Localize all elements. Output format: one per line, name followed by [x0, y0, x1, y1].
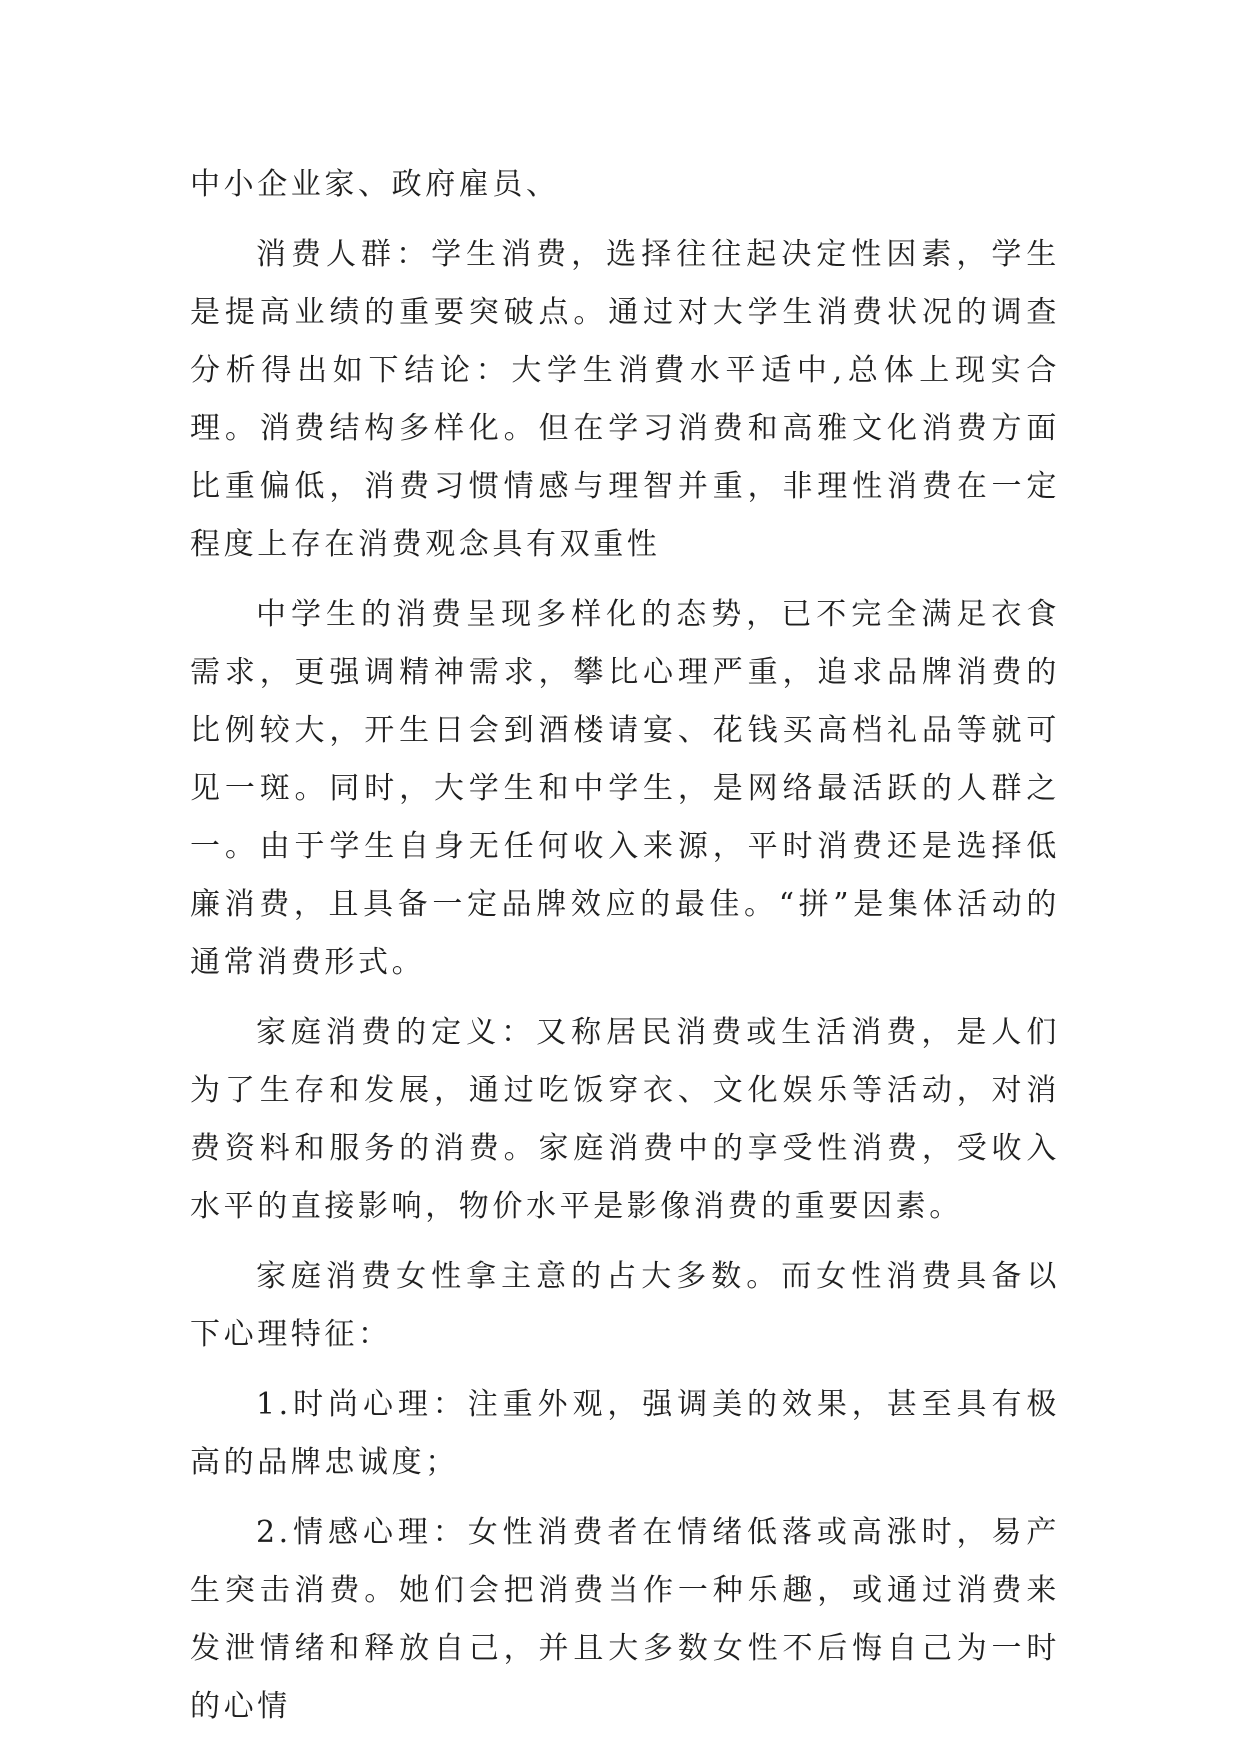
- list-item-emotional-psychology: 2.情感心理：女性消费者在情绪低落或高涨时，易产生突击消费。她们会把消费当作一种乐趣，或通过消费来发泄情绪和释放自己，并且大多数女性不后悔自己为一时的心情: [190, 1515, 1060, 1724]
- paragraph-consumer-groups: 消费人群：学生消费，选择往往起决定性因素，学生是提高业绩的重要突破点。通过对大学生消费状况的调查分析得出如下结论：大学生消費水平适中,总体上现实合理。消费结构多样化。但在学习消费和高雅文化消费方面比重偏低，消费习惯情感与理智并重，非理性消费在一定程度上存在消费观念具有双重性: [190, 237, 1060, 562]
- document-body: [190, 156, 1060, 1748]
- list-item-fashion-psychology: 1.时尚心理：注重外观，强调美的效果，甚至具有极高的品牌忠诚度；: [190, 1387, 1060, 1480]
- paragraph-occupations: 中小企业家、政府雇员、: [190, 167, 560, 202]
- paragraph-household-consumption-definition: 家庭消费的定义：又称居民消费或生活消费，是人们为了生存和发展，通过吃饭穿衣、文化娱乐等活动，对消费资料和服务的消费。家庭消费中的享受性消费，受收入水平的直接影响，物价水平是影像消费的重要因素。: [190, 1015, 1060, 1224]
- paragraph-female-decision-makers: 家庭消费女性拿主意的占大多数。而女性消费具备以下心理特征：: [190, 1259, 1060, 1352]
- paragraph-middle-school-students: 中学生的消费呈现多样化的态势，已不完全满足衣食需求，更强调精神需求，攀比心理严重，追求品牌消费的比例较大，开生日会到酒楼请宴、花钱买高档礼品等就可见一斑。同时，大学生和中学生，是网络最活跃的人群之一。由于学生自身无任何收入来源，平时消费还是选择低廉消费，且具备一定品牌效应的最佳。“拼”是集体活动的通常消费形式。: [190, 597, 1060, 980]
